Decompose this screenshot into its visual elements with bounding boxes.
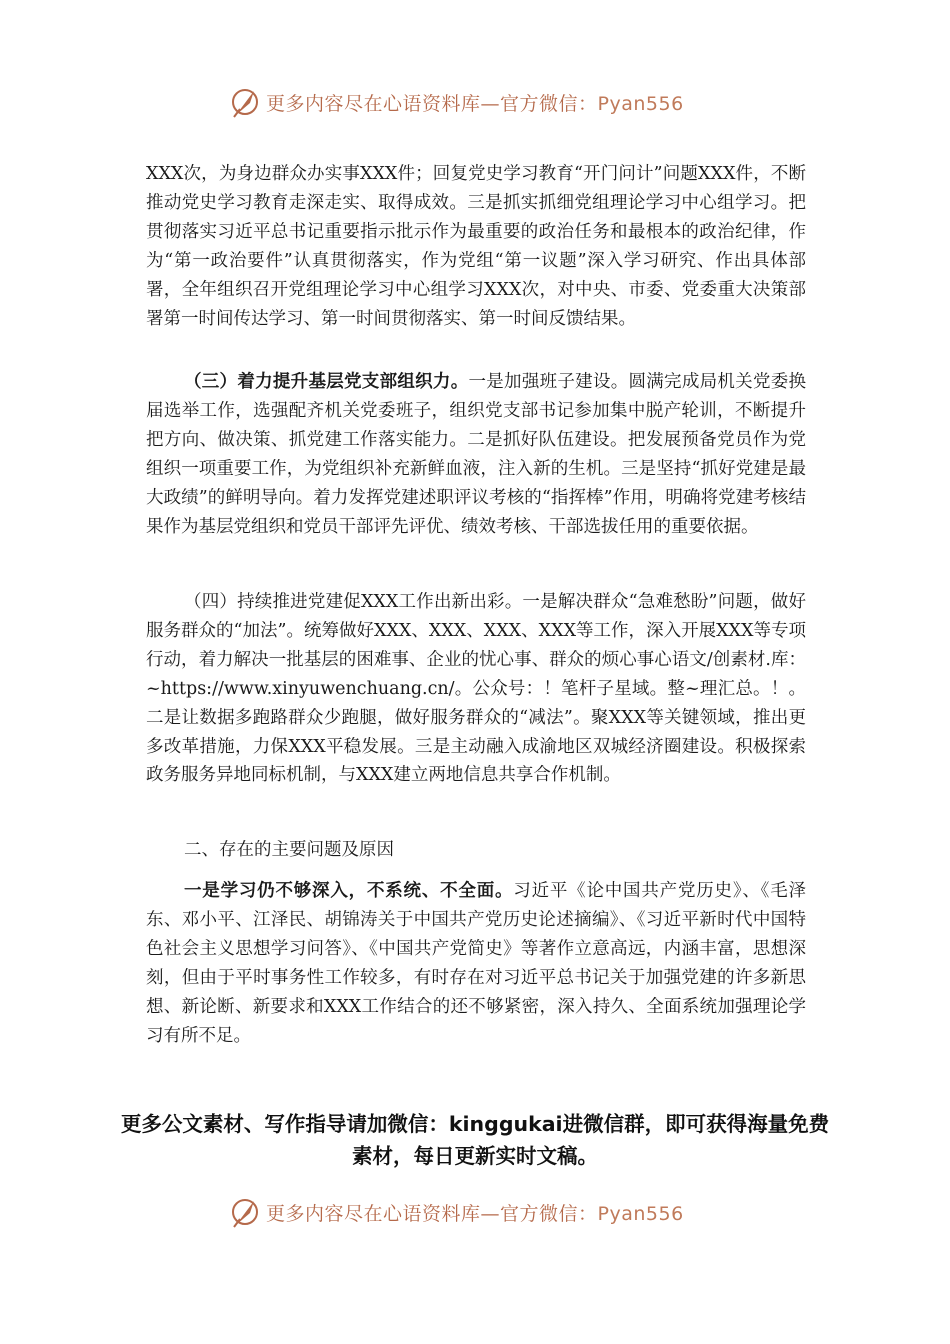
paragraph-2 [146, 368, 806, 541]
watermark-header [228, 82, 684, 122]
section-2-heading: 二、存在的主要问题及原因 [184, 840, 394, 860]
paragraph-1: XXX次，为身边群众办实事XXX件；回复党史学习教育“开门问计”问题XXX件，不断推动党史学习教育走深走实、取得成效。三是抓实抓细党组理论学习中心组学习。把贯彻落实习近平总书记重要指示批示作为最重要的政治任务和最根本的政治纪律，作为“第一政治要件”认真贯彻落实，作为党组“第一议题”深入学习研究、作出具体部署，全年组织召开党组理论学习中心组学习XXX次，对中央、市委、党委重大决策部署第一时间传达学习、第一时间贯彻落实、第一时间反馈结果。 [146, 164, 806, 329]
watermark-footer [228, 1192, 684, 1232]
paragraph-5 [146, 877, 806, 1050]
footer-promo-note: 更多公文素材、写作指导请加微信：kinggukai进微信群，即可获得海量免费素材，每日更新实时文稿。 [120, 1112, 830, 1168]
paragraph-3: （四）持续推进党建促XXX工作出新出彩。一是解决群众“急难愁盼”问题，做好服务群众的“加法”。统筹做好XXX、XXX、XXX、XXX等工作，深入开展XXX等专项行动，着力解决一批基层的困难事、企业的忧心事、群众的烦心事心语文/创素材.库：~https://www.xinyuwenchuang.cn/。公众号：！笔杆子星域。整~理汇总。！。二是让数据多跑路群众少跑腿，做好服务群众的“减法”。聚XXX等关键领域，推出更多改革措施，力保XXX平稳发展。三是主动融入成渝地区双城经济圈建设。积极探索政务服务异地同标机制，与XXX建立两地信息共享合作机制。 [146, 592, 806, 786]
subsection-3-heading: （三）着力提升基层党支部组织力。 [184, 372, 469, 392]
quill-logo-icon [228, 1195, 262, 1229]
quill-logo-icon [228, 85, 262, 119]
watermark-text: 更多内容尽在心语资料库—官方微信：Pyan556 [266, 1202, 684, 1225]
subsection-3-body: 一是加强班子建设。圆满完成局机关党委换届选举工作，选强配齐机关党委班子，组织党支部书记参加集中脱产轮训，不断提升把方向、做决策、抓党建工作落实能力。二是抓好队伍建设。把发展预备党员作为党组织一项重要工作，为党组织补充新鲜血液，注入新的生机。三是坚持“抓好党建是最大政绩”的鲜明导向。着力发挥党建述职评议考核的“指挥棒”作用，明确将党建考核结果作为基层党组织和党员干部评先评优、绩效考核、干部选拔任用的重要依据。 [146, 372, 807, 537]
issue-1-heading: 一是学习仍不够深入，不系统、不全面。 [184, 881, 514, 901]
watermark-id: Pyan556 [597, 1202, 684, 1225]
issue-1-body: 习近平《论中国共产党历史》、《毛泽东、邓小平、江泽民、胡锦涛关于中国共产党历史论述摘编》、《习近平新时代中国特色社会主义思想学习问答》、《中国共产党简史》等著作立意高远，内涵丰富，思想深刻，但由于平时事务性工作较多，有时存在对习近平总书记关于加强党建的许多新思想、新论断、新要求和XXX工作结合的还不够紧密，深入持久、全面系统加强理论学习有所不足。 [146, 881, 807, 1046]
watermark-id: Pyan556 [597, 92, 684, 115]
watermark-text: 更多内容尽在心语资料库—官方微信：Pyan556 [266, 92, 684, 115]
